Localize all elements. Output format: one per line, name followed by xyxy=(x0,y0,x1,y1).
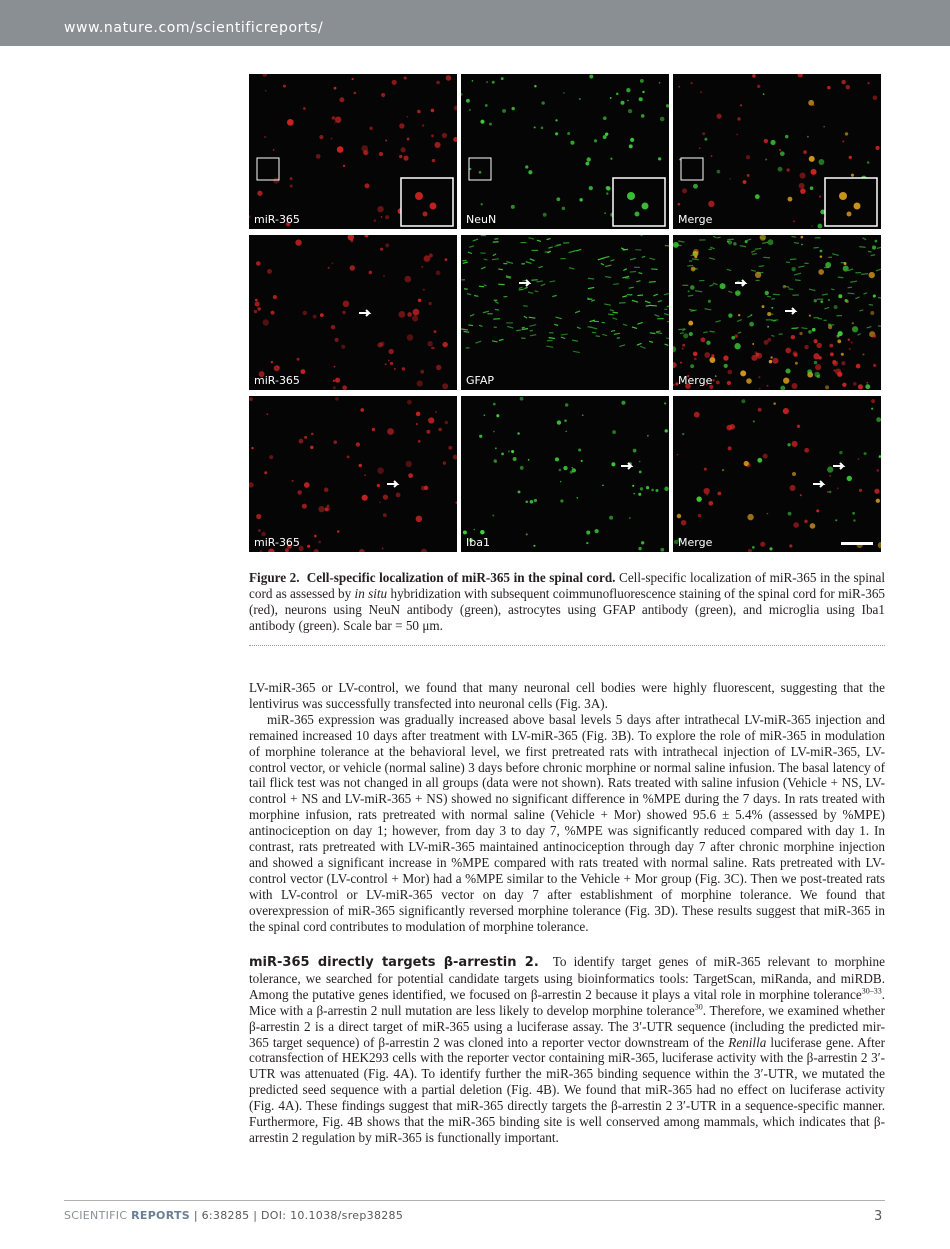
micrograph-image xyxy=(461,235,669,390)
footer-rule xyxy=(64,1200,885,1201)
panel-label: Iba1 xyxy=(466,536,490,549)
paragraph-3 xyxy=(249,954,885,1146)
paragraph-3-part-d: luciferase gene. After cotransfection of HEK293 cells with the reporter vector containing miR-365, luciferase activity with the β-arrestin 2 3′-UTR was attenuated (Fig. 4A). To identify further the miR-365 binding sequence within the 3′-UTR, we mutated the predicted seed sequence with a partial deletion (Fig. 4B). We found that miR-365 had no effect on luciferase activity (Fig. 4A). These findings suggest that miR-365 directly targets the β-arrestin 2 3′-UTR in a sequence-specific manner. Furthermore, Fig. 4B shows that the miR-365 binding site is well conserved among mammals, which indicates that β-arrestin 2 regulation by miR-365 is functionally important. xyxy=(249,1034,886,1145)
panel-label: Merge xyxy=(678,213,713,226)
panel-label: miR-365 xyxy=(254,536,300,549)
journal-name-light: SCIENTIFIC xyxy=(64,1209,128,1222)
scale-bar xyxy=(841,542,873,545)
micrograph-image xyxy=(461,74,669,229)
paragraph-3-part-b: . Mice with a β-arrestin 2 null mutation are less likely to develop morphine tolerance xyxy=(249,986,885,1018)
paragraph-3-part-c: . Therefore, we examined whether β-arrestin 2 is a direct target of miR-365 using a luciferase assay. The 3′-UTR sequence (including the predicted mir-365 target sequence) of β-arrestin 2 was cloned into a reporter vector downstream of the xyxy=(249,1002,885,1050)
micrograph-image xyxy=(673,235,881,390)
reference-30[interactable]: 30 xyxy=(694,1002,703,1012)
micrograph-panel-mir-365 xyxy=(249,396,457,552)
page-number: 3 xyxy=(874,1209,883,1224)
panel-label: Merge xyxy=(678,374,713,387)
micrograph-panel-iba1 xyxy=(461,396,669,552)
micrograph-image xyxy=(673,396,881,552)
journal-name xyxy=(64,1209,190,1222)
micrograph-panel-mir-365 xyxy=(249,74,457,229)
body-text-block-2 xyxy=(249,954,885,1146)
journal-name-bold: REPORTS xyxy=(131,1209,191,1222)
caption-text-2: hybridization with subsequent coimmunofluorescence staining of the spinal cord for miR-365 (red), neurons using NeuN antibody (green), astrocytes using GFAP antibody (green), and microglia using Iba1 antibody (green). Scale bar = 50 μm. xyxy=(249,586,886,633)
page-footer xyxy=(64,1209,403,1222)
page-header xyxy=(0,0,950,46)
paragraph-1: LV-miR-365 or LV-control, we found that many neuronal cell bodies were highly fluorescent, suggesting that the lentivirus was successfully transfected into neuronal cells (Fig. 3A). xyxy=(249,680,885,711)
micrograph-panel-gfap xyxy=(461,235,669,390)
renilla-italic: Renilla xyxy=(728,1034,767,1050)
micrograph-panel-neun xyxy=(461,74,669,229)
journal-url[interactable]: www.nature.com/scientificreports/ xyxy=(64,20,324,36)
figure-2-micrograph-grid xyxy=(249,74,881,552)
panel-label: NeuN xyxy=(466,213,497,226)
citation: | 6:38285 | DOI: 10.1038/srep38285 xyxy=(193,1209,404,1222)
micrograph-panel-merge xyxy=(673,235,881,390)
panel-label: miR-365 xyxy=(254,213,300,226)
body-text-block-1 xyxy=(249,680,885,935)
micrograph-image xyxy=(673,74,881,229)
panel-label: miR-365 xyxy=(254,374,300,387)
micrograph-panel-mir-365 xyxy=(249,235,457,390)
figure-caption xyxy=(249,570,885,634)
figure-title: Cell-specific localization of miR-365 in the spinal cord. xyxy=(306,570,616,585)
paragraph-2: miR-365 expression was gradually increased above basal levels 5 days after intrathecal LV-miR-365 injection and remained increased 10 days after treatment with LV-miR-365 (Fig. 3B). To explore the role of miR-365 in modulation of morphine tolerance at the behavioral level, we first pretreated rats with intrathecal injection of LV-miR-365, LV-control vector, or vehicle (normal saline) 3 days before chronic morphine or normal saline infusion. The basal latency of tail flick test was not changed in all groups (data were not shown). Rats treated with saline infusion (Vehicle + NS, LV-control + NS and LV-miR-365 + NS) showed no significant difference in %MPE during the 7 days. In rats treated with morphine infusion, rats pretreated with normal saline (Vehicle + Mor) showed 95.6 ± 5.4% (assessed by %MPE) antinociception on day 1; however, from day 3 to day 7, %MPE was significantly reduced compared with day 1. In contrast, rats pretreated with LV-miR-365 maintained antinociception through day 7 after chronic morphine injection and showed a significant increase in %MPE compared with rats treated with normal saline. Rats pretreated with LV-control vector (LV-control + Mor) had a %MPE similar to the Vehicle + Mor group (Fig. 3C). Then we post-treated rats with LV-control or LV-miR-365 vector on day 7 after establishment of morphine tolerance. We found that overexpression of miR-365 significantly reversed morphine tolerance (Fig. 3D). These results suggest that miR-365 in the spinal cord contributes to modulation of morphine tolerance. xyxy=(249,711,885,934)
caption-text-1: Cell-specific localization of miR-365 in the spinal cord as assessed by xyxy=(249,570,886,601)
panel-label: Merge xyxy=(678,536,713,549)
reference-30-33[interactable]: 30–33 xyxy=(861,986,882,996)
caption-divider xyxy=(249,645,885,646)
micrograph-image xyxy=(249,74,457,229)
micrograph-image xyxy=(249,396,457,552)
panel-label: GFAP xyxy=(466,374,494,387)
section-heading: miR-365 directly targets β-arrestin 2. xyxy=(249,955,539,970)
micrograph-panel-merge xyxy=(673,74,881,229)
caption-italic: in situ xyxy=(354,586,388,601)
micrograph-panel-merge xyxy=(673,396,881,552)
paragraph-3-part-a: To identify target genes of miR-365 relevant to morphine tolerance, we searched for potential candidate targets using bioinformatics tools: TargetScan, miRanda, and miRDB. Among the putative genes identified, we focused on β-arrestin 2 because it plays a vital role in morphine tolerance xyxy=(249,954,885,1002)
micrograph-image xyxy=(461,396,669,552)
figure-label: Figure 2. xyxy=(249,570,300,585)
micrograph-image xyxy=(249,235,457,390)
